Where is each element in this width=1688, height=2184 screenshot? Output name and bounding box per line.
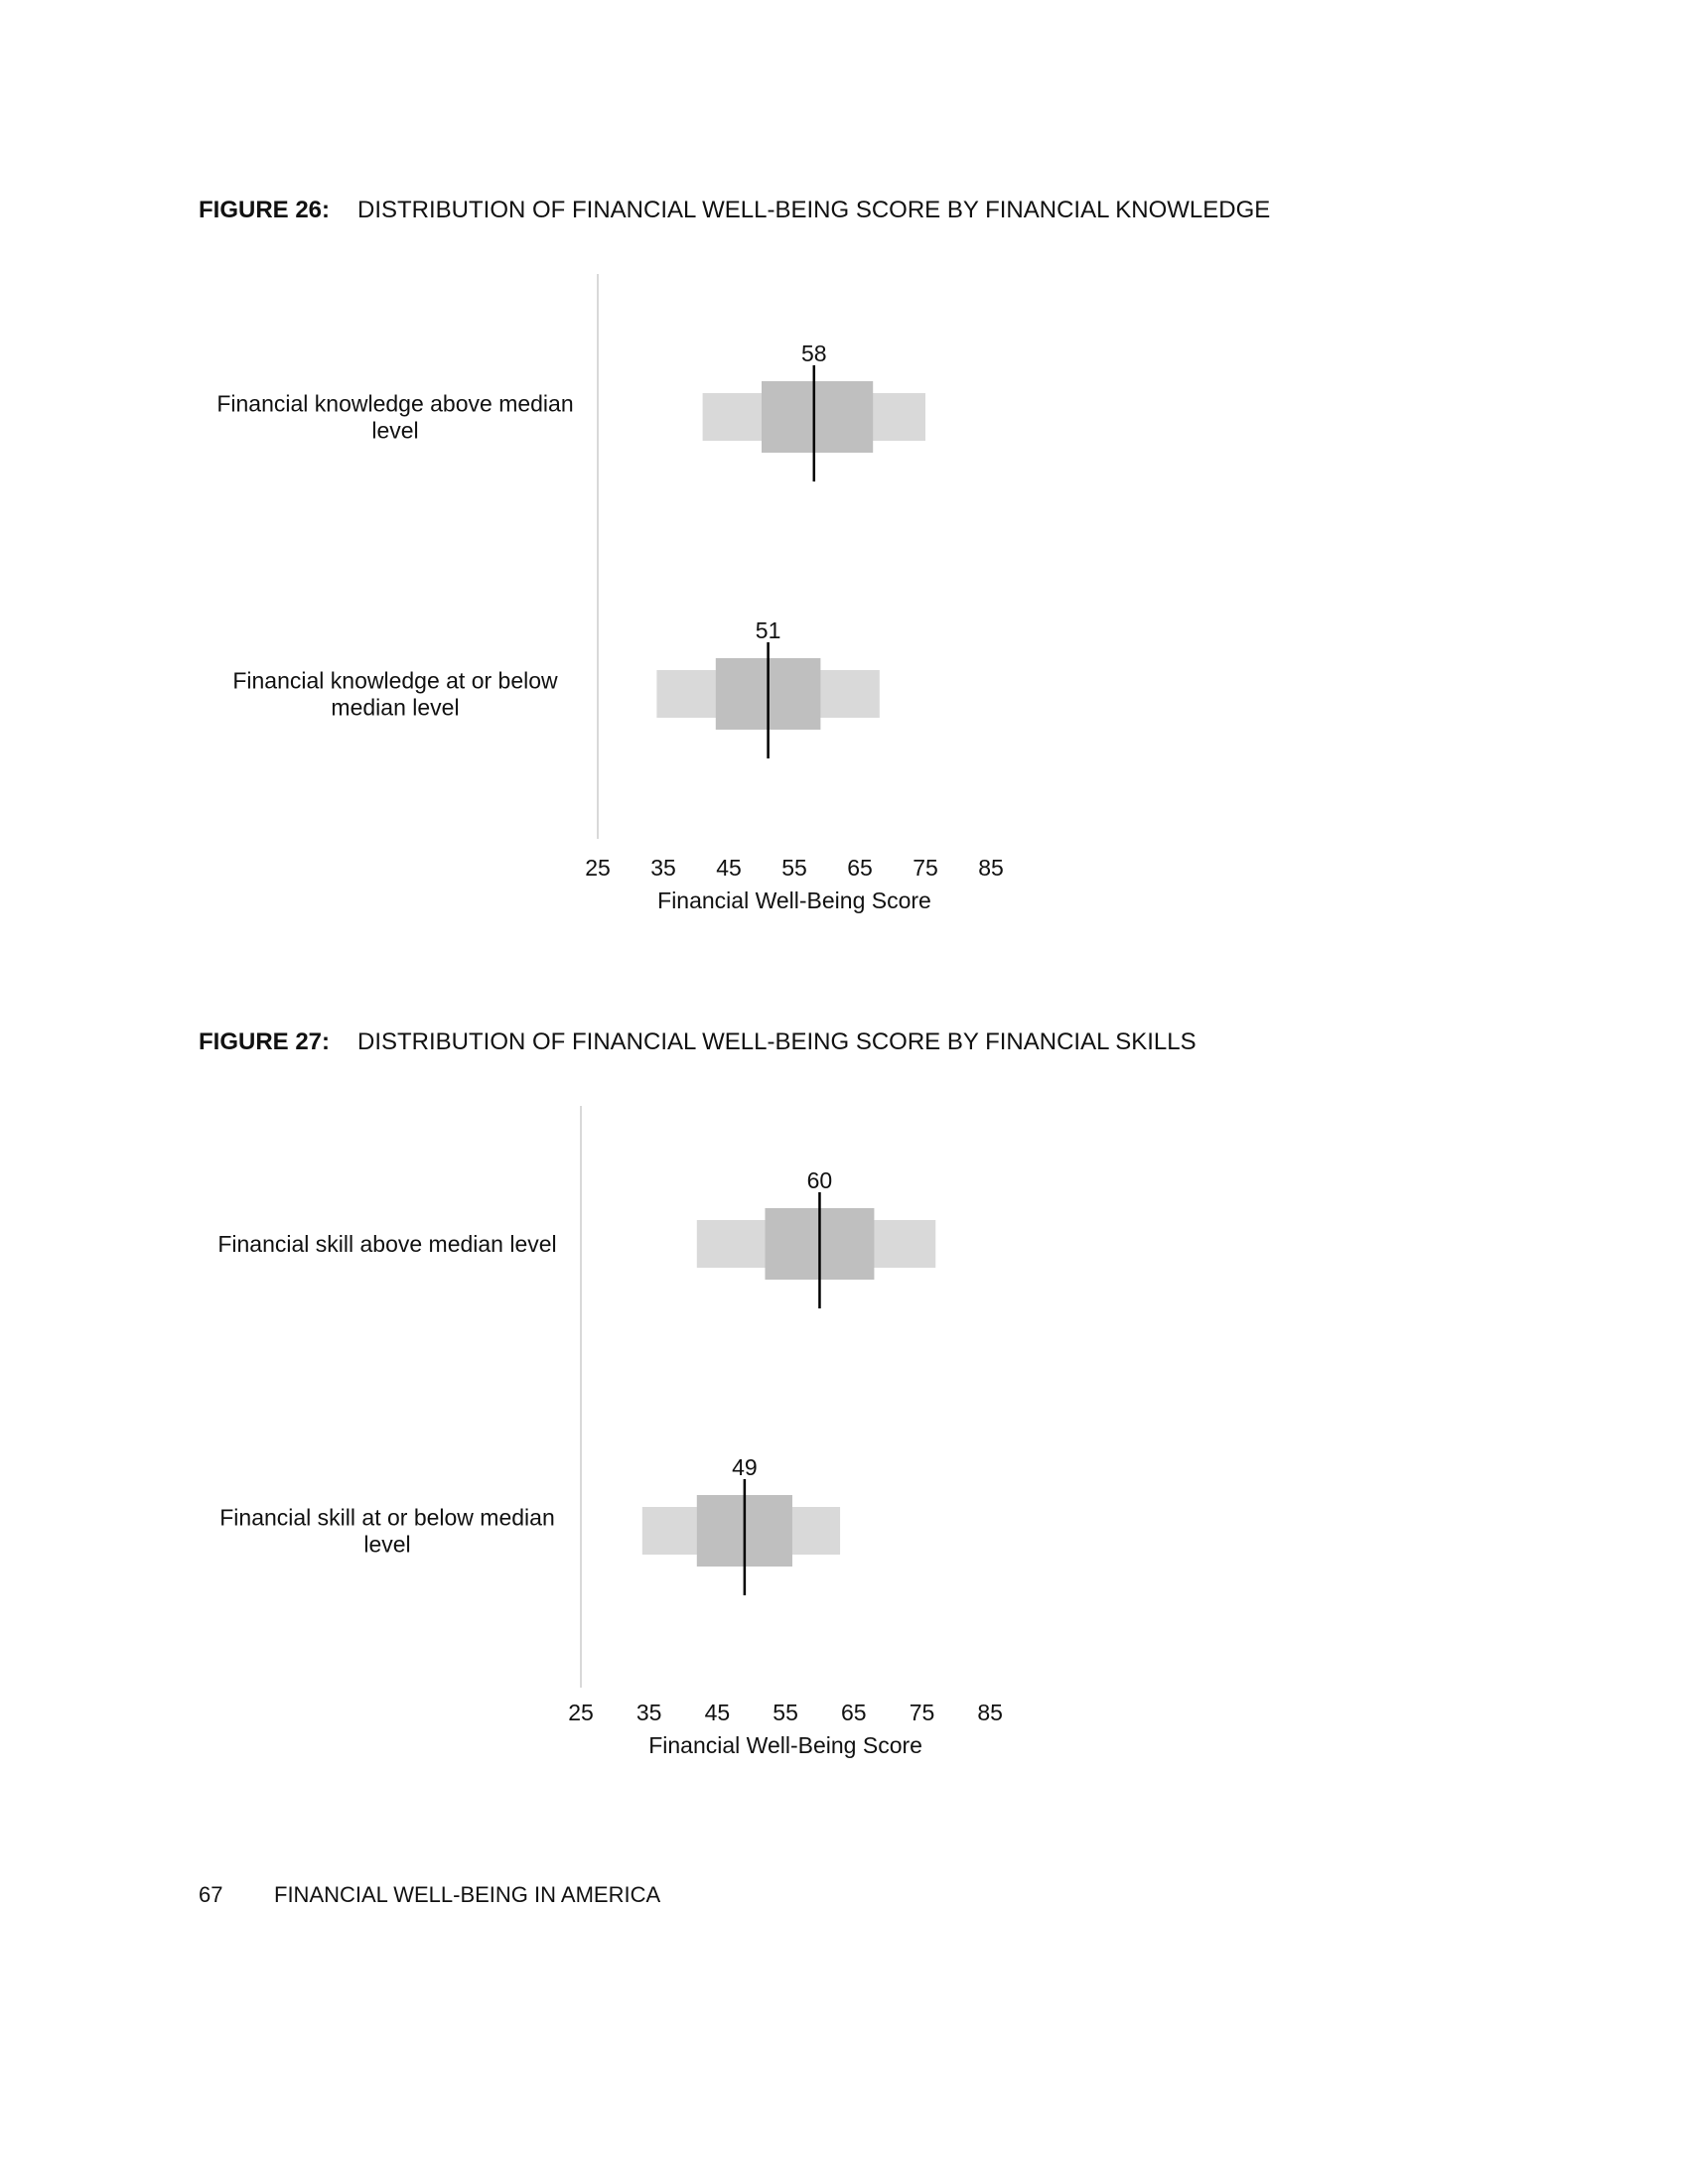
x-axis-title: Financial Well-Being Score [648,1732,922,1758]
x-tick-label: 45 [716,855,742,881]
category-label: Financial skill above median level [217,1231,557,1257]
figure-27-number: FIGURE 27: [199,1028,331,1055]
x-tick-label: 35 [650,855,676,881]
x-tick-label: 65 [847,855,873,881]
figure-27-title [199,1028,1196,1056]
x-tick-label: 85 [977,1700,1003,1725]
median-data-label: 58 [801,341,827,366]
page-footer [199,1882,660,1908]
x-tick-label: 85 [978,855,1004,881]
x-tick-label: 75 [909,1700,935,1725]
inner-range-bar [762,381,873,453]
median-data-label: 51 [755,617,781,643]
x-tick-label: 45 [704,1700,731,1725]
category-label: level [371,417,419,444]
x-tick-label: 25 [585,855,611,881]
x-tick-label: 35 [635,1700,662,1725]
page-number: 67 [199,1882,223,1907]
figure-27-caption: DISTRIBUTION OF FINANCIAL WELL-BEING SCORE BY FINANCIAL SKILLS [357,1028,1196,1055]
running-title: FINANCIAL WELL-BEING IN AMERICA [274,1882,661,1907]
category-label: Financial skill at or below median [219,1504,555,1531]
x-tick-label: 65 [841,1700,867,1725]
x-tick-label: 55 [781,855,807,881]
median-data-label: 60 [806,1167,833,1193]
category-label: Financial knowledge at or below [232,667,558,694]
x-tick-label: 25 [568,1700,594,1725]
x-axis-title: Financial Well-Being Score [657,887,931,913]
chart-financial-knowledge [0,268,1688,943]
category-label: Financial knowledge above median [216,390,574,417]
category-label: level [363,1531,411,1558]
median-data-label: 49 [732,1454,758,1480]
x-tick-label: 55 [773,1700,798,1725]
figure-26-title [199,197,1270,224]
category-label: median level [331,694,460,721]
figure-26-number: FIGURE 26: [199,197,331,223]
figure-26-caption: DISTRIBUTION OF FINANCIAL WELL-BEING SCORE BY FINANCIAL KNOWLEDGE [357,197,1271,223]
chart-financial-skills [0,1102,1688,1787]
x-tick-label: 75 [913,855,938,881]
